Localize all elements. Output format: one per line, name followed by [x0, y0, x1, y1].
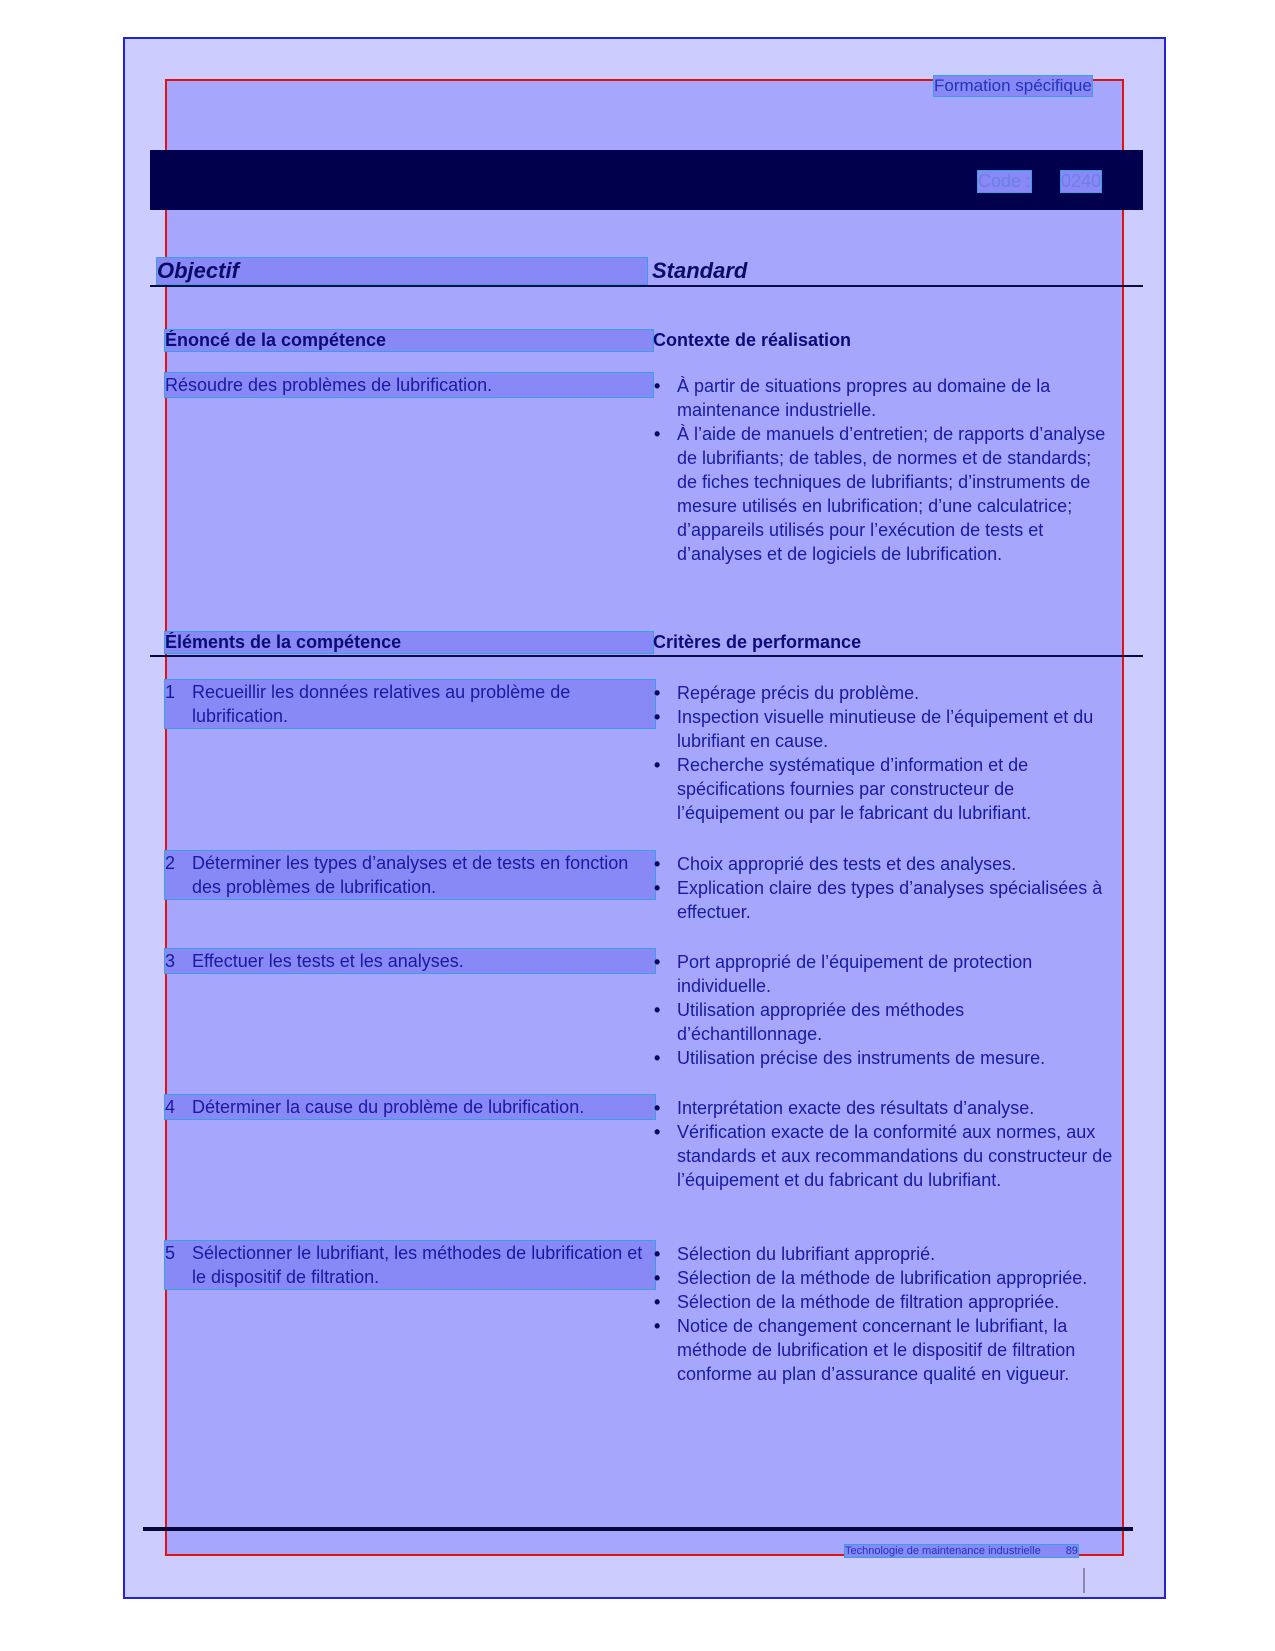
footer-rule — [143, 1527, 1133, 1531]
code-label: Code : — [978, 171, 1032, 191]
criterion-item: • Choix approprié des tests et des analyses. — [652, 852, 1114, 876]
standard-heading: Standard — [652, 258, 748, 283]
context-list — [652, 374, 1114, 566]
context-item: • À l’aide de manuels d’entretien; de rapports d’analyse de lubrifiants; de tables, de normes et de standards; de fiches techniques de lubrifiants; d’instruments de mesure utilisés en lubrification; d’une calculatrice; d’appareils utilisés pour l’exécution de tests et d’analyses et de logiciels de lubrification. — [652, 422, 1114, 566]
criteria-list — [652, 1096, 1114, 1192]
competency-element — [165, 949, 655, 973]
criteria-list — [652, 1242, 1114, 1386]
criteria-list — [652, 681, 1114, 825]
criteria-heading: Critères de performance — [653, 632, 862, 652]
competency-statement: Résoudre des problèmes de lubrification. — [165, 373, 653, 397]
criterion-item: • Sélection de la méthode de lubrification appropriée. — [652, 1266, 1114, 1290]
criterion-item: • Sélection de la méthode de filtration appropriée. — [652, 1290, 1114, 1314]
page-footer — [845, 1545, 1078, 1557]
criterion-item: • Interprétation exacte des résultats d’analyse. — [652, 1096, 1114, 1120]
criterion-item: • Utilisation appropriée des méthodes d’échantillonnage. — [652, 998, 1114, 1046]
competency-element — [165, 680, 655, 728]
criterion-item: • Explication claire des types d’analyses spécialisées à effectuer. — [652, 876, 1114, 924]
elements-heading: Éléments de la compétence — [165, 632, 653, 653]
element-number: 1 — [165, 682, 176, 702]
criterion-item: • Sélection du lubrifiant approprié. — [652, 1242, 1114, 1266]
competency-element — [165, 1095, 655, 1119]
competency-element — [165, 1241, 655, 1289]
criterion-item: • Recherche systématique d’information et de spécifications fournies par constructeur de l’équipement ou par le fabricant du lubrifiant. — [652, 753, 1114, 825]
context-heading: Contexte de réalisation — [653, 330, 852, 350]
criteria-list — [652, 950, 1114, 1070]
criterion-item: • Port approprié de l’équipement de protection individuelle. — [652, 950, 1114, 998]
element-text: Effectuer les tests et les analyses. — [192, 951, 464, 971]
criterion-item: • Notice de changement concernant le lubrifiant, la méthode de lubrification et le dispositif de filtration conforme au plan d’assurance qualité en vigueur. — [652, 1314, 1114, 1386]
elements-rule — [150, 655, 1143, 657]
criteria-list — [652, 852, 1114, 924]
context-item: • À partir de situations propres au domaine de la maintenance industrielle. — [652, 374, 1114, 422]
objective-heading: Objectif — [157, 258, 647, 284]
criterion-item: • Vérification exacte de la conformité aux normes, aux standards et aux recommandations du constructeur de l’équipement et du fabricant du lubrifiant. — [652, 1120, 1114, 1192]
competency-code — [978, 171, 1101, 192]
element-number: 5 — [165, 1243, 176, 1263]
competency-element — [165, 851, 655, 899]
code-value: 0240 — [1061, 171, 1102, 191]
element-number: 4 — [165, 1097, 176, 1117]
element-text: Déterminer la cause du problème de lubrification. — [192, 1097, 585, 1117]
element-number: 2 — [165, 853, 176, 873]
program-type-label: Formation spécifique — [934, 76, 1092, 95]
criterion-item: • Inspection visuelle minutieuse de l’équipement et du lubrifiant en cause. — [652, 705, 1114, 753]
element-text: Sélectionner le lubrifiant, les méthodes de lubrification et le dispositif de filtration. — [192, 1243, 643, 1287]
criterion-item: • Repérage précis du problème. — [652, 681, 1114, 705]
competency-statement-heading: Énoncé de la compétence — [165, 330, 653, 351]
element-text: Déterminer les types d’analyses et de tests en fonction des problèmes de lubrification. — [192, 853, 629, 897]
footer-program: Technologie de maintenance industrielle — [845, 1545, 1041, 1557]
element-number: 3 — [165, 951, 176, 971]
page-number: 89 — [1065, 1545, 1078, 1557]
element-text: Recueillir les données relatives au problème de lubrification. — [192, 682, 571, 726]
header-rule — [150, 285, 1143, 287]
text-cursor — [1083, 1568, 1085, 1593]
criterion-item: • Utilisation précise des instruments de mesure. — [652, 1046, 1114, 1070]
